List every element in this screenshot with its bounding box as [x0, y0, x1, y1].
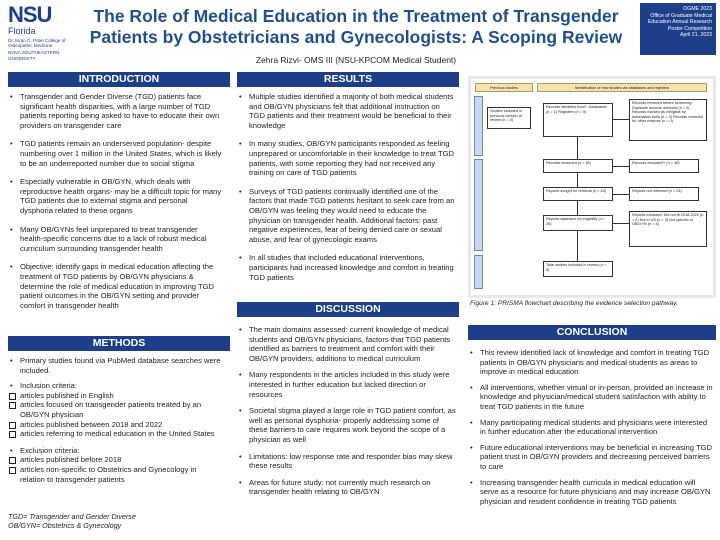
methods-heading: METHODS	[8, 336, 230, 351]
conclusion-bullet: • Increasing transgender health curricula in medical education will serve as a resource for future physicians and may increase OB/GYN physician and resident confidence in treating TGD patients	[468, 478, 714, 507]
info-line: Poster Competition	[667, 25, 712, 32]
discussion-bullet: • Many respondents in the articles included in this study were interested in further education but lacked direction or resources	[237, 370, 457, 399]
inclusion-item: articles referring to medical education in the United States	[8, 429, 222, 439]
poster-header	[0, 0, 720, 66]
results-bullet: • In many studies, OB/GYN participants responded as feeling unprepared or uncomfortable in their knowledge to treat TGD patients, with some reporting they had not received any training on care of TGD patients	[237, 139, 457, 177]
inclusion-item: articles published between 2018 and 2022	[8, 420, 222, 430]
flow-arrow	[613, 194, 629, 195]
results-body	[237, 92, 457, 291]
flow-side-screening	[474, 159, 483, 251]
discussion-bullet: • Areas for future study: not currently much research on transgender health relating to OB/GYN	[237, 478, 457, 497]
introduction-heading: INTRODUCTION	[8, 72, 230, 87]
methods-bullet: • Inclusion criteria:	[8, 381, 222, 391]
introduction-body	[8, 92, 222, 319]
discussion-heading: DISCUSSION	[237, 302, 459, 317]
flow-box-included: Total studies included in review (n = 9)	[543, 261, 613, 277]
flow-box-screened: Records screened (n = 82)	[543, 159, 613, 173]
flow-box-removed: Records removed before screening: Duplicate records removed (n = 0) Records marked as ineligible by automation tools (n = 0) Records removed for other reasons (n = 0)	[629, 99, 707, 141]
intro-bullet: • TGD patients remain an underserved population- despite numbering over 1 million in the United States, which is likely to be an underreported number due to social stigma	[8, 139, 222, 168]
methods-bullet: • Exclusion criteria:	[8, 446, 222, 456]
logo-wordmark: NSU	[8, 2, 52, 27]
logo-state: Florida	[8, 26, 36, 36]
abbreviations	[8, 512, 136, 531]
discussion-body	[237, 325, 457, 497]
conclusion-heading: CONCLUSION	[468, 325, 716, 340]
exclusion-item: articles non-specific to Obstetrics and Gynecology in relation to transgender patients	[8, 465, 222, 484]
results-bullet: • In all studies that included educational interventions, participants had increased knowledge and comfort in treating TGD patients	[237, 253, 457, 282]
discussion-bullet: • Limitations: low response rate and responder bias may skew these results	[237, 452, 457, 471]
info-line: Education Annual Research	[647, 19, 712, 26]
results-bullet: • Multiple studies identified a majority of both medical students and OB/GYN physicians felt that additional instruction on TGD patients and their treatment would be beneficial to their knowledge	[237, 92, 457, 130]
logo-university: NOVA SOUTHEASTERN UNIVERSITY	[8, 50, 60, 61]
abbreviation: OB/GYN= Obstetrics & Gynecology	[8, 521, 122, 531]
results-heading: RESULTS	[237, 72, 459, 87]
results-bullet: • Surveys of TGD patients continually identified one of the factors that made TGD patients hesitant to seek care from an OB/GYN was feeling they would need to educate the physician on transgender health. Additional factors: past negative experiences, fear of being denied care or sexual abuse, and fear of gynecologic exams	[237, 187, 457, 245]
intro-bullet: • Especially vulnerable in OB/GYN, which deals with reproductive health organs- may be a difficult topic for many TGD patients due to external stigma and personal dysphoria related to these organs	[8, 177, 222, 215]
flow-arrow	[577, 201, 578, 215]
inclusion-item: articles focused on transgender patients treated by an OB/GYN physician	[8, 400, 222, 419]
abbreviation: TGD= Transgender and Gender Diverse	[8, 512, 136, 521]
methods-body	[8, 356, 222, 484]
flow-header-previous: Previous studies	[475, 83, 533, 92]
flow-header-new: Identification of new studies via databases and registers	[537, 83, 707, 92]
prisma-flowchart	[471, 79, 713, 295]
conclusion-bullet: • All interventions, whether virtual or in-person, provided an increase in knowledge and physician/medical student satisfaction with ability to treat TGD patients in the future	[468, 383, 714, 412]
intro-bullet: • Many OB/GYNs feel unprepared to treat transgender health-specific concerns due to a lack of robust medical curriculum surrounding transgender health	[8, 225, 222, 254]
flow-box-reasons: Reports excluded: Did not fit 2018-2022 (n = 4) Not in US (n = 3) Not specific to OB/GYN (n = 4)	[629, 211, 707, 247]
flow-arrow	[613, 166, 629, 167]
flow-box-assessed: Reports assessed for eligibility (n = 20)	[543, 215, 613, 231]
logo-college: Dr. Kiran C. Patel College of Osteopathic Medicine	[8, 38, 66, 49]
conclusion-bullet: • This review identified lack of knowledge and comfort in treating TGD patients in OB/GYN physicians and medical students as areas to improve in medical education	[468, 348, 714, 377]
flow-side-included	[474, 255, 483, 289]
poster-author: Zehra Rizvi- OMS III (NSU-KPCOM Medical Student)	[255, 55, 457, 65]
info-line: OGME 2023	[683, 6, 712, 12]
poster-title: The Role of Medical Education in the Treatment of Transgender Patients by Obstetricians and Gynecologists: A Scoping Review	[89, 6, 623, 47]
flow-arrow	[577, 137, 578, 159]
flow-arrow	[613, 119, 629, 120]
flow-box-excluded: Records excluded** (n = 38)	[629, 159, 699, 173]
flow-arrow	[613, 223, 629, 224]
exclusion-item: articles published before 2018	[8, 455, 222, 465]
discussion-bullet: • The main domains assessed: current knowledge of medical students and OB/GYN physicians, factors that TGD patients identified as barriers to treatment and comfort with their OB/GYN providers, additions to medical curriculum	[237, 325, 457, 363]
info-line: April 21, 2023	[679, 32, 712, 39]
conference-info-box	[640, 3, 716, 55]
methods-bullet: • Primary studies found via PubMed database searches were included.	[8, 356, 222, 375]
conclusion-body	[468, 348, 714, 506]
flow-arrow	[577, 231, 578, 261]
flow-arrow	[577, 173, 578, 187]
flow-box-not-retrieved: Reports not retrieved (n = 24)	[629, 187, 699, 201]
flow-box-previous: Studies included in previous version of review (n = 0)	[487, 107, 531, 129]
info-line: Office of Graduate Medical	[650, 12, 712, 19]
conclusion-bullet: • Future educational interventions may be beneficial in increasing TGD patient trust in OB/GYN providers and decreasing perceived barriers to care	[468, 443, 714, 472]
flow-side-identification	[474, 96, 483, 156]
nsu-logo	[8, 4, 74, 61]
intro-bullet: • Transgender and Gender Diverse (TGD) patients face significant health disparities, with a large number of TGD patients reporting being asked to have to educate their own providers on transgender care	[8, 92, 222, 130]
intro-bullet: • Objective: identify gaps in medical education affecting the treatment of TGD patients by OB/GYN physicians & determine the role of medical education in improving TGD patient outcomes in the OB/GYN setting and provider comfort in transgender health	[8, 262, 222, 310]
inclusion-item: articles published in English	[8, 391, 222, 401]
flow-box-identified: Records identified from*: Databases (n = 1) Registers (n = 0)	[543, 103, 613, 137]
prisma-figure	[468, 76, 716, 298]
conclusion-bullet: • Many participating medical students and physicians were interested in further education after the educational intervention	[468, 418, 714, 437]
flow-box-sought: Reports sought for retrieval (n = 44)	[543, 187, 613, 201]
figure-caption: Figure 1: PRISMA flowchart describing the evidence selection pathway.	[470, 300, 678, 307]
discussion-bullet: • Societal stigma played a large role in TGD patient comfort, as well as personal dysphoria- properly addressing some of these barriers to care requires work beyond the scope of a physician as well	[237, 406, 457, 444]
